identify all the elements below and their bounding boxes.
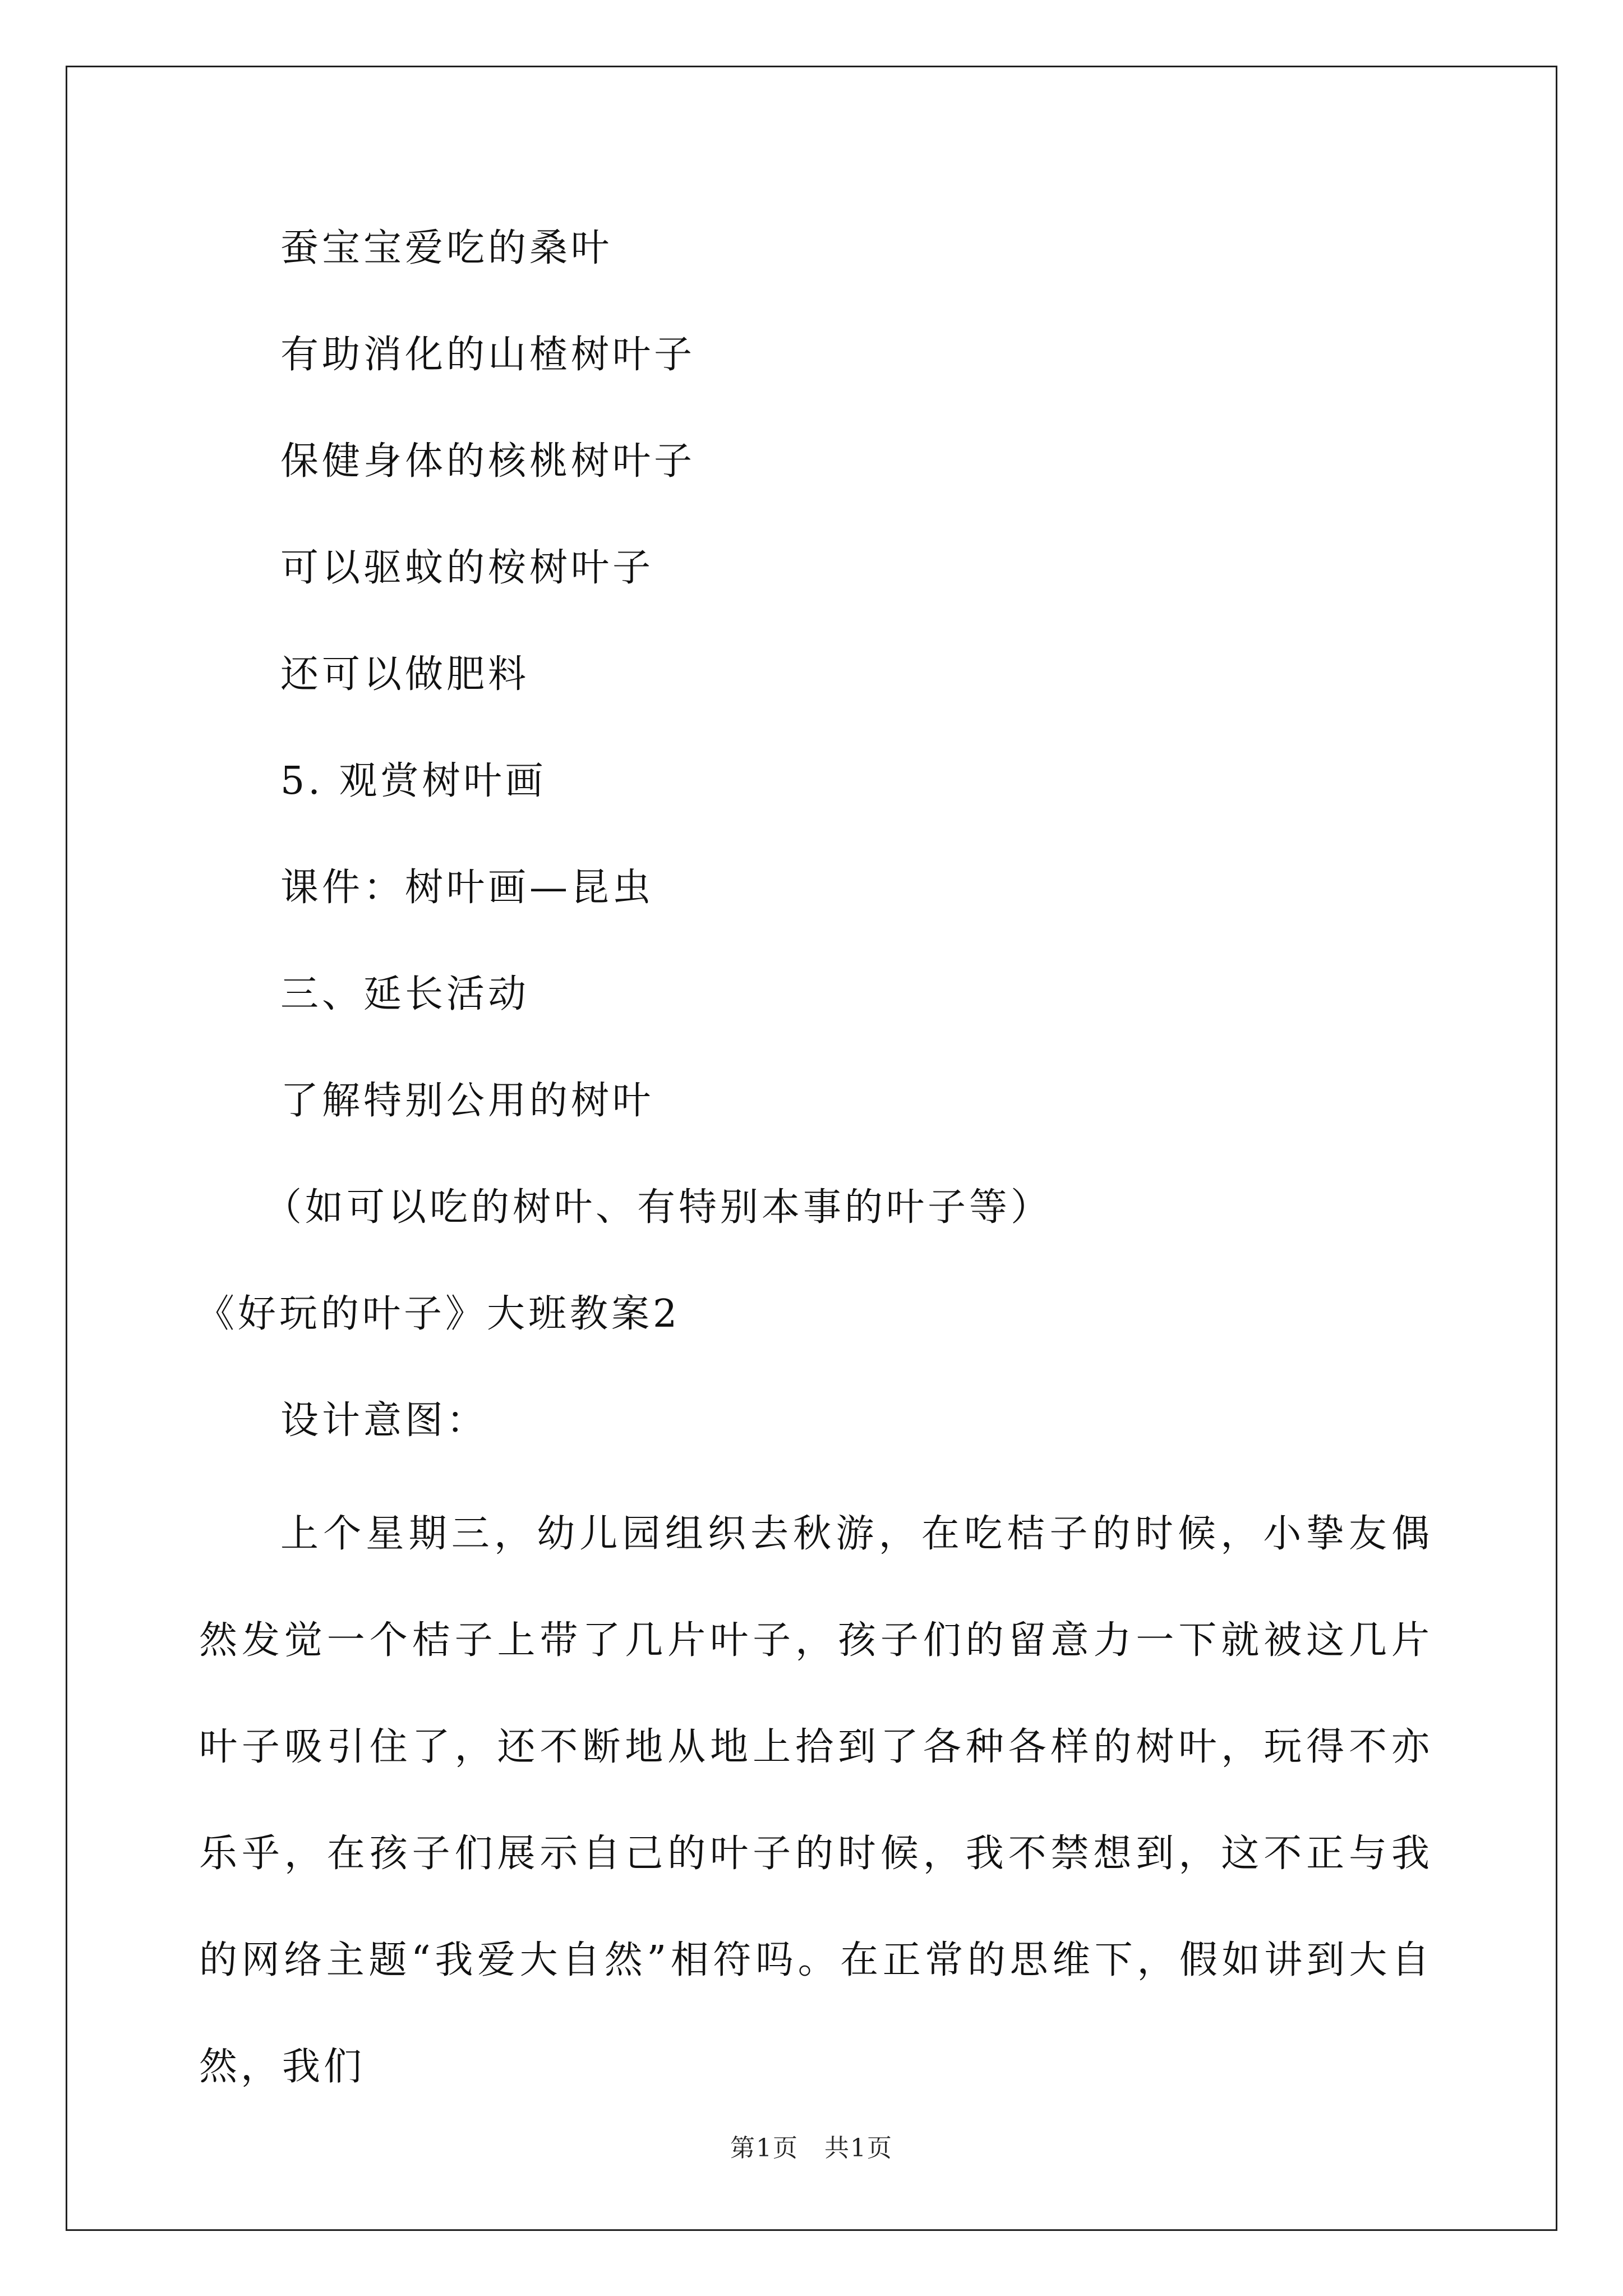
text-line-walnut: 保健身体的核桃树叶子 xyxy=(280,439,696,484)
text-line-courseware: 课件：树叶画—昆虫 xyxy=(280,866,654,910)
text-line-leaf-painting: 5. 观赏树叶画 xyxy=(280,759,547,803)
text-line-hawthorn: 有助消化的山楂树叶子 xyxy=(280,333,696,377)
design-intent-heading: 设计意图： xyxy=(280,1398,488,1443)
text-line-fertilizer: 还可以做肥料 xyxy=(280,652,530,697)
text-line-special-leaves: 了解特别公用的树叶 xyxy=(280,1079,654,1123)
section-heading-extension: 三、延长活动 xyxy=(280,972,530,1016)
page-footer: 第1页 共1页 xyxy=(730,2134,893,2162)
text-line-parenthetical: （如可以吃的树叶、有特别本事的叶子等） xyxy=(264,1185,1053,1230)
body-paragraph: 上个星期三，幼儿园组织去秋游，在吃桔子的时候，小挚友偶然发觉一个桔子上带了几片叶子，孩子们的留意力一下就被这几片叶子吸引住了，还不断地从地上拾到了各种各样的树叶，玩得不亦乐乎，在孩子们展示自己的叶子的时候，我不禁想到，这不正与我的网络主题“我爱大自然”相符吗。在正常的思维下，假如讲到大自然，我们 xyxy=(199,1512,1433,2089)
text-line-silkworm: 蚕宝宝爱吃的桑叶 xyxy=(280,226,613,270)
text-line-eucalyptus: 可以驱蚊的桉树叶子 xyxy=(280,546,654,590)
section-title: 《好玩的叶子》大班教案2 xyxy=(196,1292,681,1336)
